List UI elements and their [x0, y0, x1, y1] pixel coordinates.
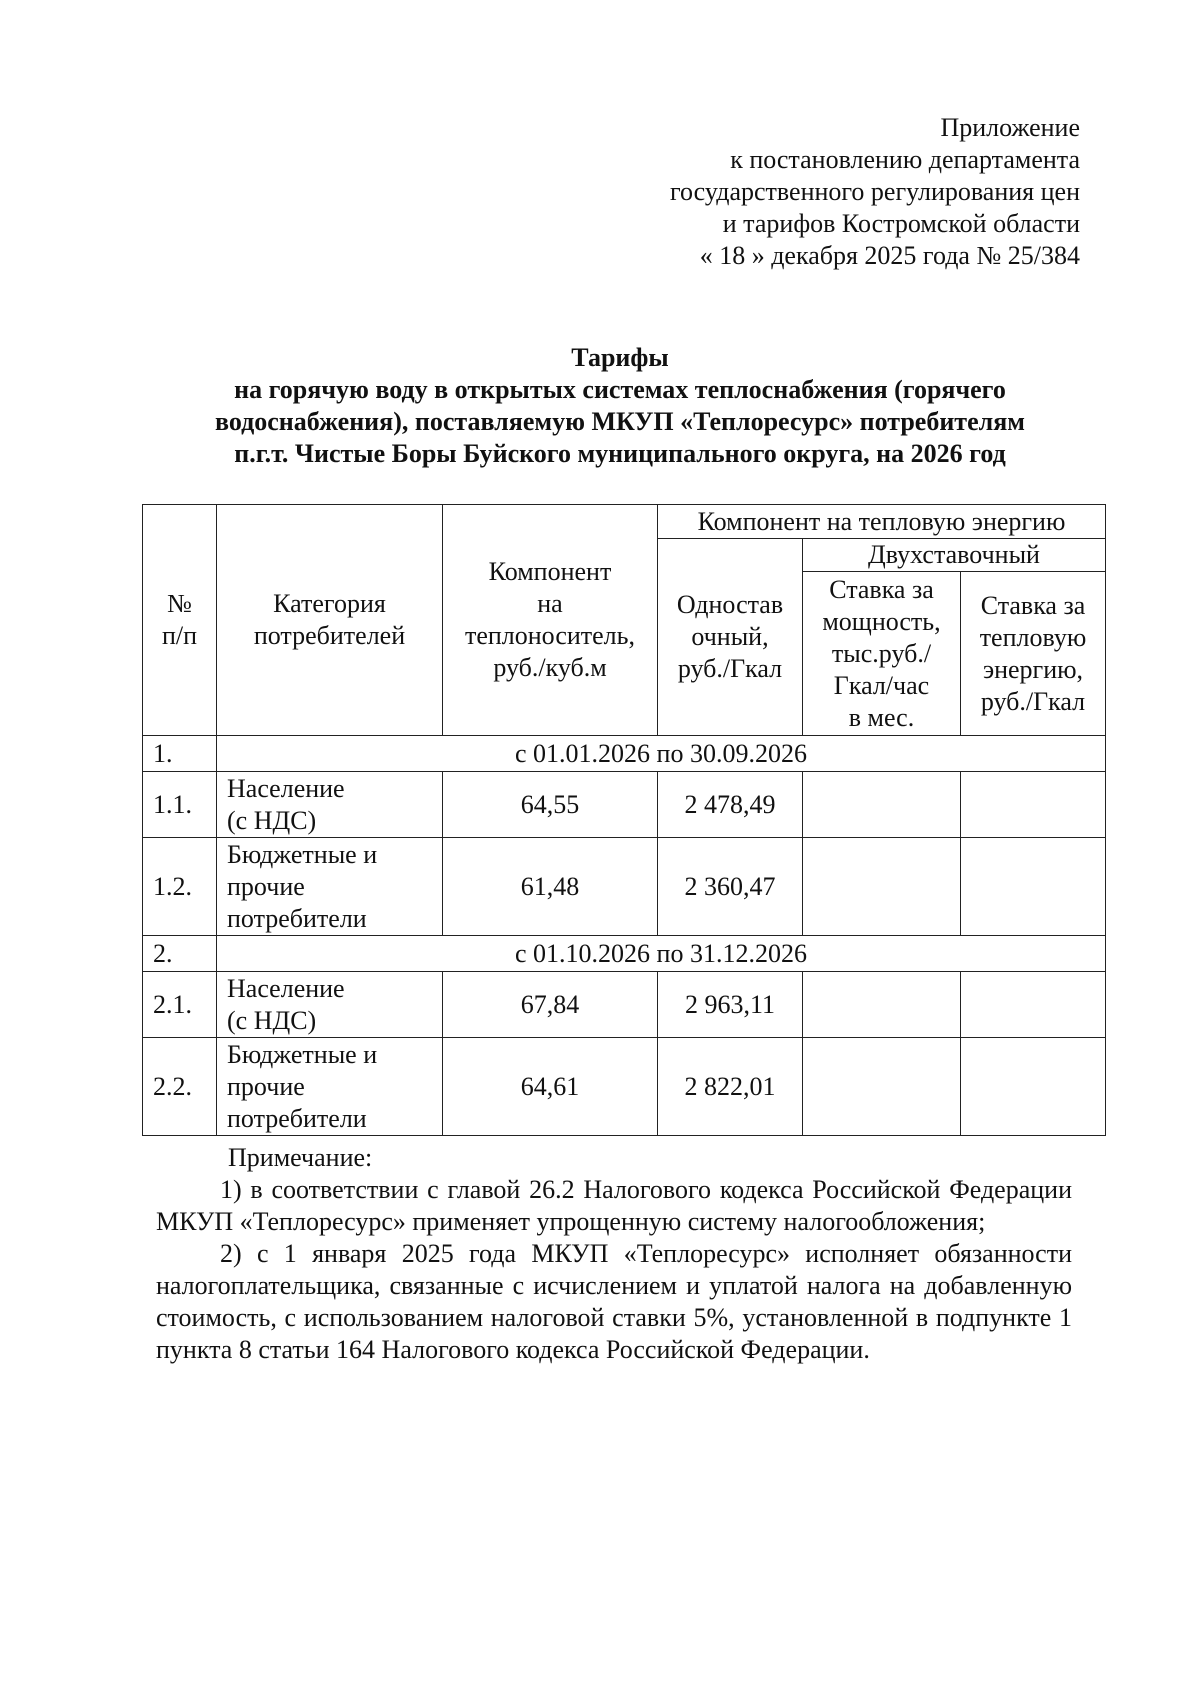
table-row: [143, 1038, 1106, 1136]
row-carrier-value: 61,48: [443, 838, 658, 936]
row-energy-value: [961, 972, 1106, 1038]
appendix-line: « 18 » декабря 2025 года № 25/384: [699, 241, 1080, 270]
document-title: [140, 342, 1100, 470]
row-category: Бюджетные и прочие потребители: [217, 838, 443, 936]
title-line: Тарифы: [571, 343, 669, 372]
row-energy-value: [961, 838, 1106, 936]
row-carrier-value: 64,55: [443, 772, 658, 838]
row-carrier-value: 67,84: [443, 972, 658, 1038]
period-row: [143, 736, 1106, 772]
row-carrier-value: 64,61: [443, 1038, 658, 1136]
note-item: 1) в соответствии с главой 26.2 Налогового кодекса Российской Федерации МКУП «Теплоресурс» применяет упрощенную систему налогообложения;: [156, 1175, 1072, 1236]
period-label: с 01.01.2026 по 30.09.2026: [217, 736, 1106, 772]
header-power-rate: Ставка за мощность, тыс.руб./ Гкал/час в мес.: [803, 572, 961, 736]
row-power-value: [803, 1038, 961, 1136]
row-category: Население (с НДС): [217, 972, 443, 1038]
appendix-line: и тарифов Костромской области: [722, 209, 1080, 238]
row-power-value: [803, 838, 961, 936]
header-category: Категория потребителей: [217, 505, 443, 736]
appendix-line: государственного регулирования цен: [670, 177, 1080, 206]
tariff-table: [142, 504, 1106, 1136]
title-line: водоснабжения), поставляемую МКУП «Теплоресурс» потребителям: [215, 407, 1025, 436]
row-single-value: 2 360,47: [658, 838, 803, 936]
row-category: Бюджетные и прочие потребители: [217, 1038, 443, 1136]
header-energy-group: Компонент на тепловую энергию: [658, 505, 1106, 539]
header-single-rate: Одностав очный, руб./Гкал: [658, 539, 803, 736]
period-num: 2.: [143, 936, 217, 972]
row-single-value: 2 822,01: [658, 1038, 803, 1136]
row-energy-value: [961, 1038, 1106, 1136]
header-carrier: Компонент на теплоноситель, руб./куб.м: [443, 505, 658, 736]
row-num: 2.2.: [143, 1038, 217, 1136]
period-row: [143, 936, 1106, 972]
row-power-value: [803, 972, 961, 1038]
appendix-line: к постановлению департамента: [730, 145, 1080, 174]
period-label: с 01.10.2026 по 31.12.2026: [217, 936, 1106, 972]
table-row: [143, 972, 1106, 1038]
row-num: 1.1.: [143, 772, 217, 838]
table-row: [143, 772, 1106, 838]
header-two-rate: Двухставочный: [803, 539, 1106, 572]
header-row: [143, 505, 1106, 539]
row-category: Население (с НДС): [217, 772, 443, 838]
header-num: № п/п: [143, 505, 217, 736]
row-single-value: 2 478,49: [658, 772, 803, 838]
row-num: 1.2.: [143, 838, 217, 936]
note-item: 2) с 1 января 2025 года МКУП «Теплоресурс» исполняет обязанности налогоплательщика, связанные с исчислением и уплатой налога на добавленную стоимость, с использованием налоговой ставки 5%, установленной в подпункте 1 пункта 8 статьи 164 Налогового кодекса Российской Федерации.: [156, 1239, 1072, 1364]
appendix-line: Приложение: [940, 113, 1080, 142]
notes-block: [156, 1142, 1072, 1366]
row-energy-value: [961, 772, 1106, 838]
table-row: [143, 838, 1106, 936]
title-line: на горячую воду в открытых системах теплоснабжения (горячего: [234, 375, 1006, 404]
row-single-value: 2 963,11: [658, 972, 803, 1038]
title-line: п.г.т. Чистые Боры Буйского муниципального округа, на 2026 год: [234, 439, 1006, 468]
appendix-block: [560, 112, 1080, 272]
period-num: 1.: [143, 736, 217, 772]
row-power-value: [803, 772, 961, 838]
notes-header: Примечание:: [228, 1143, 373, 1172]
row-num: 2.1.: [143, 972, 217, 1038]
header-energy-rate: Ставка за тепловую энергию, руб./Гкал: [961, 572, 1106, 736]
